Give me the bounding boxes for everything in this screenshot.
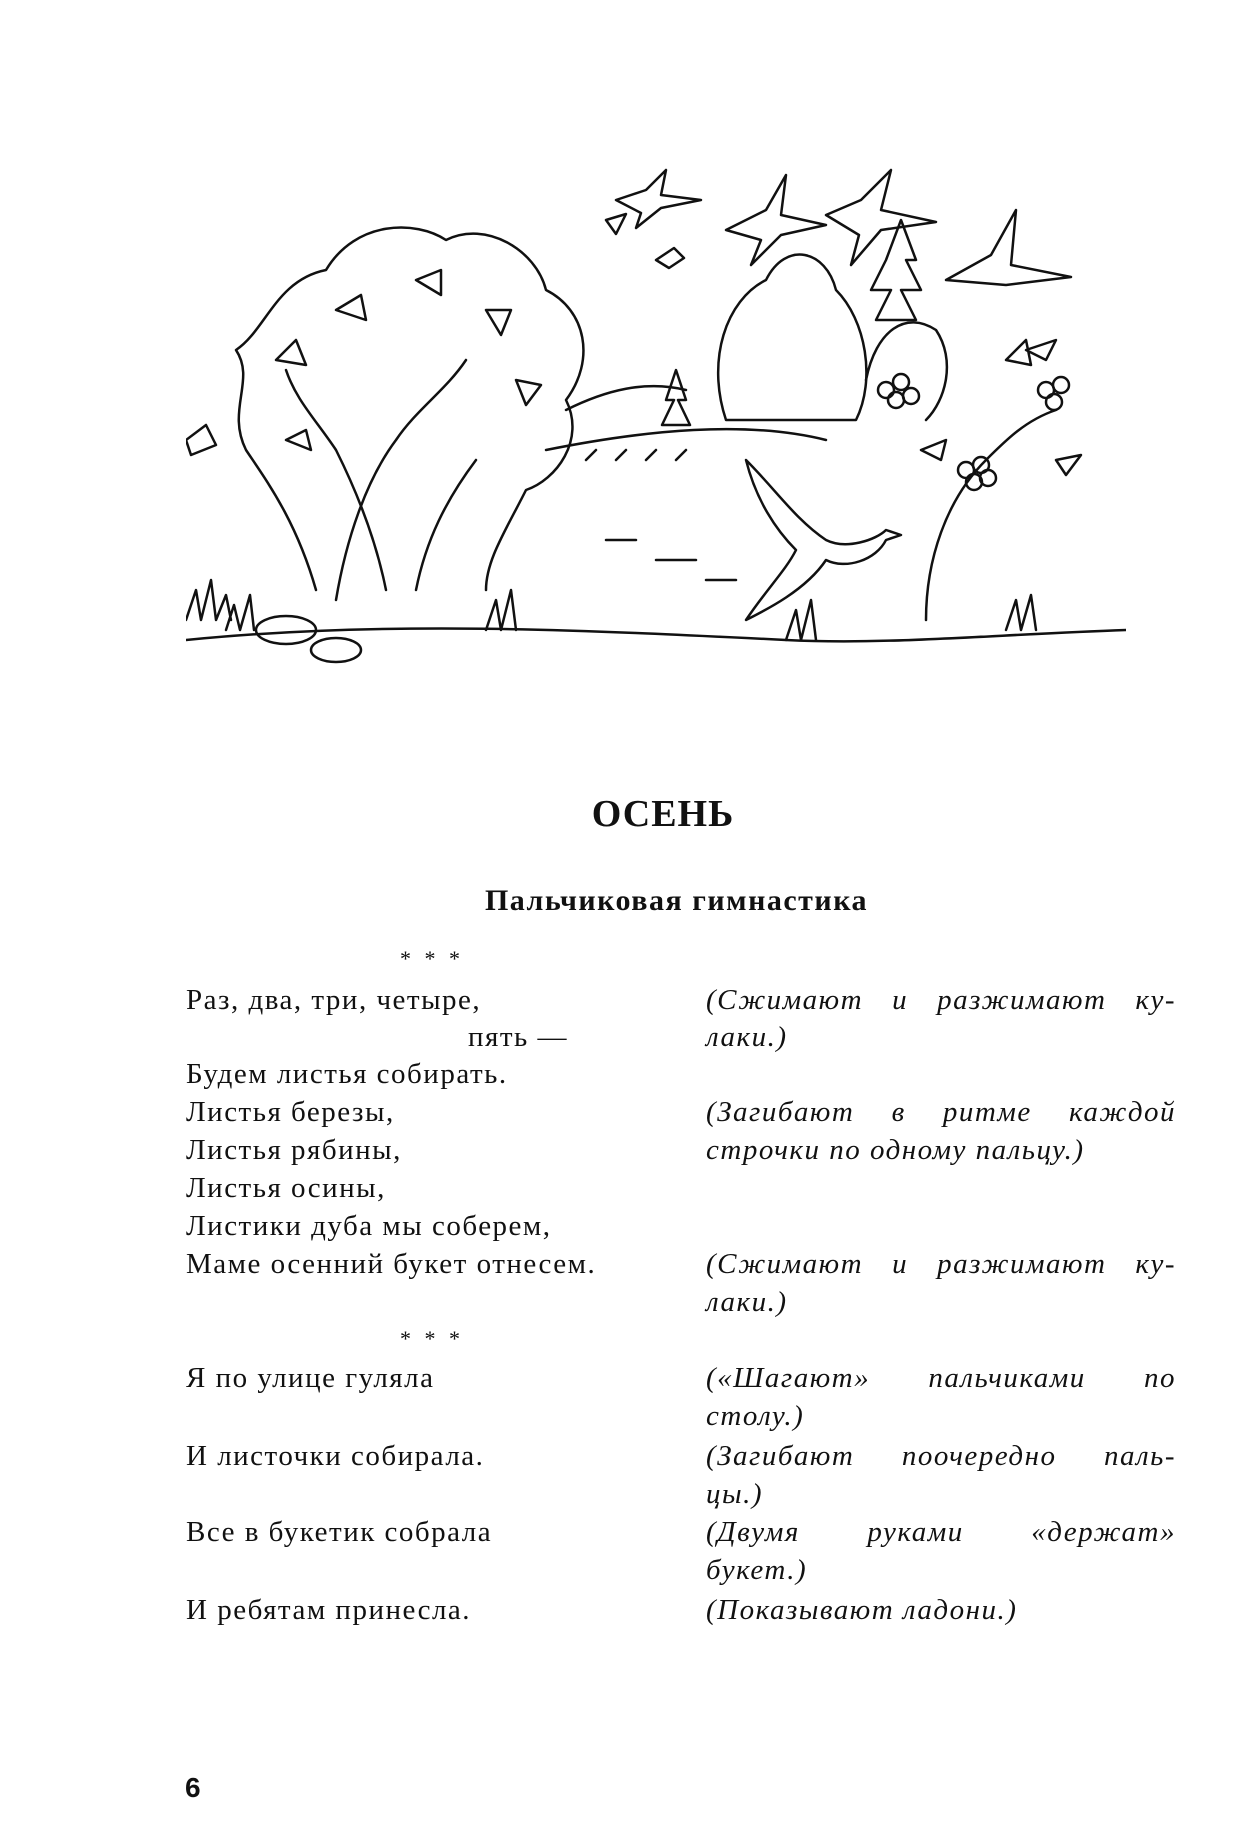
instruction-line: (Сжимают и разжимают ку- [706,984,1176,1016]
poem-line: Маме осенний букет отнесем. [186,1248,597,1280]
poem-line: Все в букетик собрала [186,1516,493,1548]
flying-birds [606,170,1071,285]
instruction-line: лаки.) [706,1021,788,1053]
poem-line: Листья березы, [186,1096,395,1128]
poem-line: И ребятам принесла. [186,1594,472,1626]
instruction-line: (Двумя руками «держат» [706,1516,1176,1548]
poem-line: И листочки собирала. [186,1440,485,1472]
poem-line: Листики дуба мы соберем, [186,1210,552,1242]
instruction-line: (Загибают поочередно паль- [706,1440,1176,1472]
instruction-line: лаки.) [706,1286,788,1318]
page-title: ОСЕНЬ [591,793,735,835]
poem-line: пять — [468,1021,569,1053]
poem-line: Листья осины, [186,1172,386,1204]
page-subtitle: Пальчиковая гимнастика [484,884,869,917]
instruction-line: (Показывают ладони.) [706,1594,1018,1626]
instruction-line: столу.) [706,1400,805,1432]
poem-line: Раз, два, три, четыре, [186,984,482,1016]
poem-line: Я по улице гуляла [186,1362,435,1394]
page-number: 6 [185,1772,201,1803]
instruction-line: букет.) [706,1554,808,1586]
poem-line: Будем листья собирать. [186,1058,508,1090]
instruction-line: (Загибают в ритме каждой [706,1096,1176,1128]
section-separator-stars: * * * [400,1326,464,1351]
section-separator-stars: * * * [400,946,464,971]
grass [186,580,1126,662]
instruction-line: (Сжимают и разжимают ку- [706,1248,1176,1280]
autumn-landscape-illustration [186,160,1126,720]
goose [746,460,901,620]
rowan-branch [878,340,1081,620]
instruction-line: строчки по одному пальцу.) [706,1134,1085,1166]
bush [186,228,583,600]
instruction-line: («Шагают» пальчиками по [706,1362,1176,1394]
instruction-line: цы.) [706,1478,764,1510]
poem-line: Листья рябины, [186,1134,402,1166]
